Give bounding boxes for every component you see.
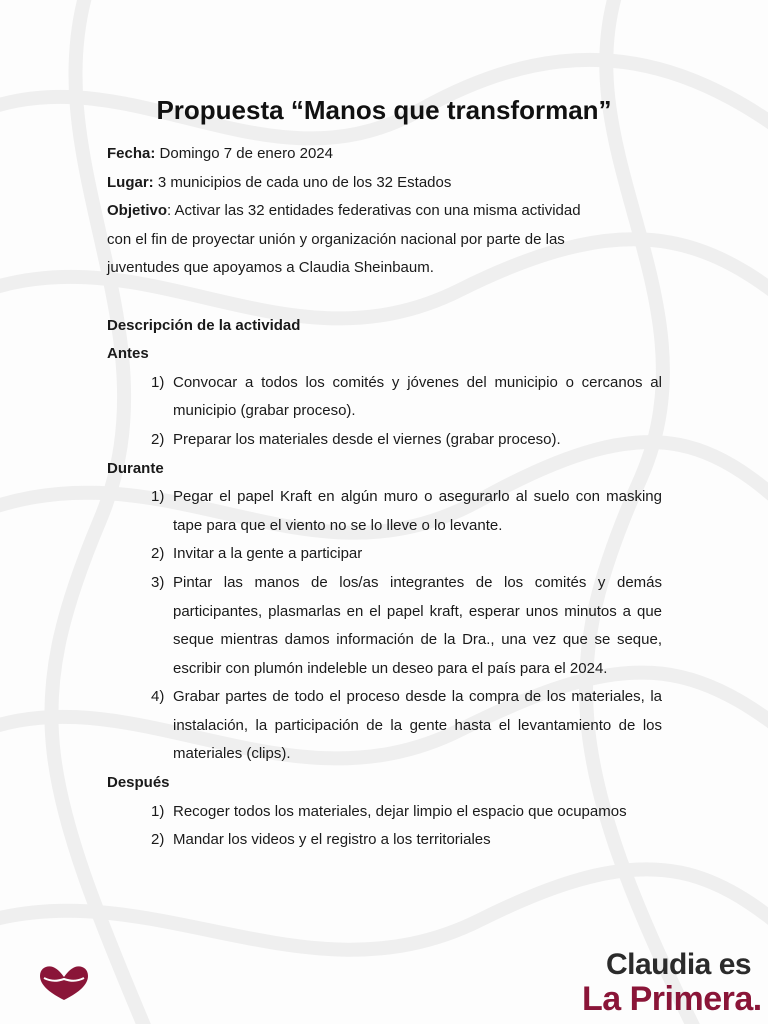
section-heading-durante: Durante	[107, 459, 164, 477]
list-item	[107, 369, 662, 426]
brand-slogan	[580, 948, 760, 1020]
list-item-number: 2)	[151, 430, 165, 448]
objetivo-value-line1: : Activar las 32 entidades federativas con una misma actividad	[167, 202, 581, 220]
fecha-field	[107, 140, 662, 169]
objetivo-value-line3: juventudes que apoyamos a Claudia Sheinbaum.	[107, 259, 434, 277]
list-item-text: Pintar las manos de los/as integrantes de los comités y demás participantes, plasmarlas en el papel kraft, esperar unos minutos a que seque mientras damos información de la Dra., una vez que se seque, escribir con plumón indeleble un deseo para el país para el 2024.	[173, 573, 662, 677]
list-item-number: 1)	[151, 373, 165, 391]
description-heading: Descripción de la actividad	[107, 316, 301, 334]
list-item-text: Convocar a todos los comités y jóvenes del municipio o cercanos al municipio (grabar proceso).	[173, 373, 662, 420]
list-item-text: Grabar partes de todo el proceso desde la compra de los materiales, la instalación, la participación de la gente hasta el levantamiento de los materiales (clips).	[173, 688, 662, 763]
list-item	[107, 540, 662, 569]
list-item	[107, 826, 662, 855]
objetivo-field	[107, 197, 662, 226]
list-item	[107, 683, 662, 769]
antes-list	[107, 369, 662, 455]
list-item-text: Preparar los materiales desde el viernes (grabar proceso).	[173, 430, 561, 448]
fecha-value: Domingo 7 de enero 2024	[155, 145, 333, 162]
lugar-field	[107, 169, 662, 198]
section-heading-despues: Después	[107, 774, 170, 792]
objetivo-label: Objetivo	[107, 202, 168, 220]
lugar-label: Lugar:	[107, 173, 154, 191]
list-item	[107, 426, 662, 455]
list-item-text: Pegar el papel Kraft en algún muro o asegurarlo al suelo con masking tape para que el viento no se lo lleve o lo levante.	[173, 488, 662, 534]
list-item	[107, 483, 662, 540]
list-item	[107, 798, 662, 827]
list-item-text: Invitar a la gente a participar	[173, 545, 363, 563]
durante-list	[107, 483, 662, 769]
list-item-number: 2)	[151, 545, 165, 563]
list-item-number: 1)	[151, 488, 165, 506]
list-item-number: 2)	[151, 831, 165, 849]
lugar-value: 3 municipios de cada uno de los 32 Estados	[153, 173, 452, 191]
brand-line-2: La Primera.	[582, 980, 762, 1018]
fecha-label: Fecha:	[107, 145, 156, 162]
list-item-number: 3)	[151, 573, 165, 591]
list-item	[107, 569, 662, 683]
spacer	[107, 283, 662, 312]
list-item-text: Mandar los videos y el registro a los territoriales	[173, 831, 491, 849]
despues-list	[107, 798, 662, 855]
list-item-text: Recoger todos los materiales, dejar limpio el espacio que ocupamos	[173, 802, 627, 820]
page-title: Propuesta “Manos que transforman”	[156, 95, 612, 125]
document-body	[107, 140, 662, 855]
list-item-number: 4)	[151, 688, 165, 706]
heart-lips-logo-icon	[38, 964, 90, 1002]
objetivo-value-line2: con el fin de proyectar unión y organización nacional por parte de las	[107, 230, 565, 248]
list-item-number: 1)	[151, 802, 165, 820]
section-heading-antes: Antes	[107, 345, 149, 363]
brand-line-1: Claudia es	[606, 948, 752, 981]
